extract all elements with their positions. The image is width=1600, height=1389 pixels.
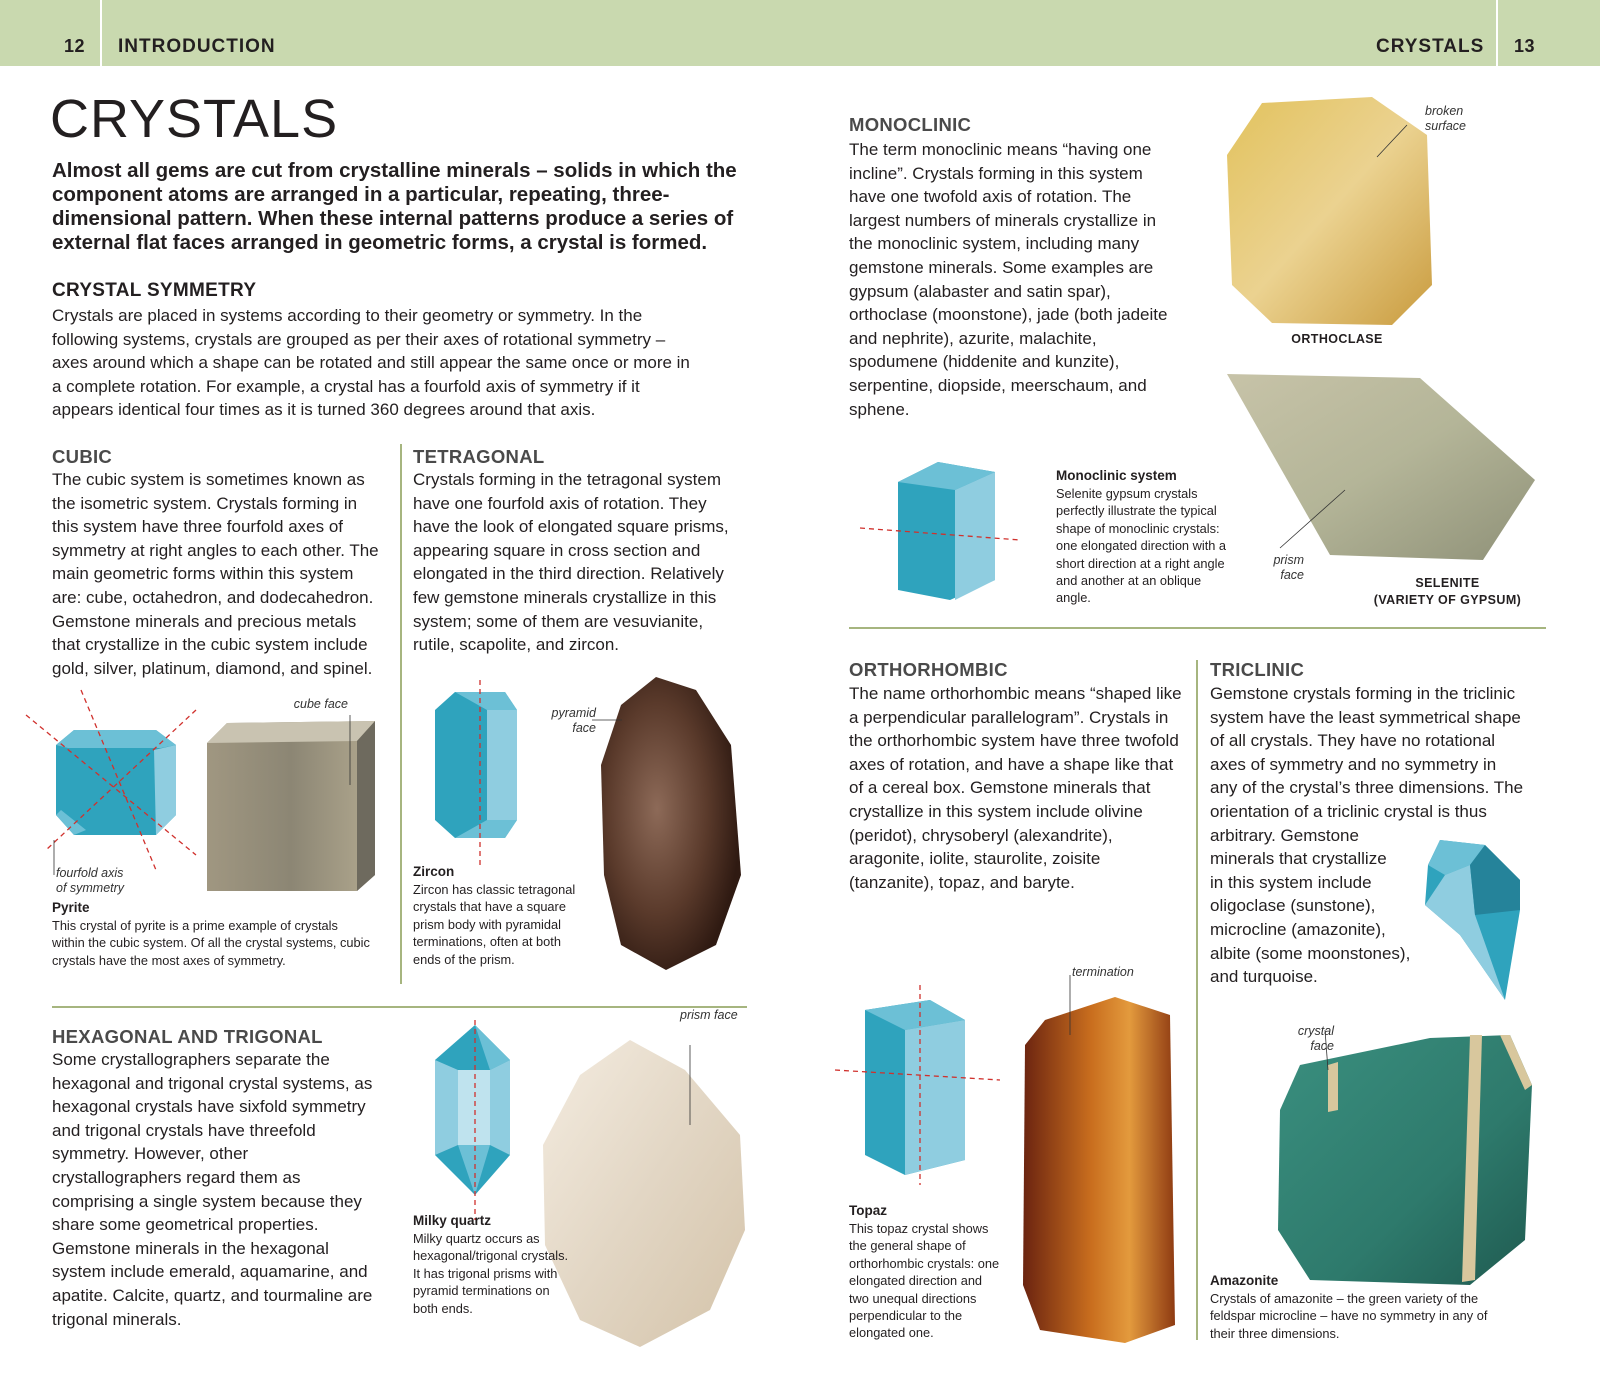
amazonite-caption: Crystals of amazonite – the green variety of the feldspar microcline – have no symmetry in any of their three dimensions. [1210, 1291, 1488, 1341]
triclinic-line: arbitrary. Gemstone [1210, 825, 1359, 845]
cubic-text: The cubic system is sometimes known as the isometric system. Crystals forming in this system have three fourfold axes of symmetry at right angles to each other. The main geometric forms within this system are: cube, octahedron, and dodecahedron. Gemstone minerals and precious metals that crystallize in the cubic system include gold, silver, platinum, diamond, and spinel. [52, 470, 379, 678]
selenite-label: SELENITE [1415, 576, 1480, 590]
page-number-left: 12 [64, 36, 86, 56]
pyrite-photo [205, 715, 380, 893]
triclinic-line: and turquoise. [1210, 967, 1318, 987]
selenite-photo [1225, 370, 1540, 565]
pyrite-caption-title: Pyrite [52, 900, 90, 915]
triclinic-heading: TRICLINIC [1210, 659, 1305, 680]
symmetry-text: Crystals are placed in systems according to their geometry or symmetry. In the following systems, crystals are grouped as per their axes of rotational symmetry – axes around which a shape can be rotated and still appear the same once or more in a complete rotation. For example, a crystal has a fourfold axis of symmetry if it appears identical four times as it is turned 360 degrees around that axis. [52, 306, 690, 420]
page-title: CRYSTALS [50, 89, 339, 149]
monoclinic-heading: MONOCLINIC [849, 114, 972, 135]
amazonite-caption-title: Amazonite [1210, 1273, 1279, 1288]
tetragonal-text: Crystals forming in the tetragonal system have one fourfold axis of rotation. They have the look of elongated square prisms, appearing square in cross section and elongated in the third direction. Relatively few gemstone minerals crystallize in this system; some of them are vesuvianite, rutile, scapolite, and zircon. [413, 470, 729, 655]
triclinic-line: system have the least symmetrical shape [1210, 707, 1521, 727]
orthorhombic-heading: ORTHORHOMBIC [849, 659, 1008, 680]
cube-face-label: cube face [293, 697, 348, 711]
column-divider [400, 444, 402, 984]
section-divider-left [52, 1006, 747, 1008]
crystal-face-label: crystal face [1297, 1024, 1334, 1053]
orthoclase-photo [1222, 95, 1437, 330]
section-title-left: INTRODUCTION [118, 36, 276, 57]
prism-face-label: prism face [680, 1008, 738, 1022]
topaz-caption-title: Topaz [849, 1203, 887, 1218]
monoclinic-text: The term monoclinic means “having one incline”. Crystals forming in this system have one twofold axis of rotation. The largest numbers of minerals crystallize in the monoclinic system, including many gemstone minerals. Some examples are gypsum (alabaster and satin spar), orthoclase (moonstone), jade (both jadeite and nephrite), azurite, malachite, spodumene (hiddenite and kunzite), serpentine, diopside, meerschaum, and sphene. [849, 140, 1168, 419]
triclinic-line: microcline (amazonite), [1210, 919, 1386, 939]
selenite-prism-face-label: prism face [1273, 553, 1304, 582]
header-divider-left [100, 0, 102, 66]
topaz-caption: This topaz crystal shows the general shape of orthorhombic crystals: one elongated direction and two unequal directions perpendicular to the elongated one. [849, 1221, 1000, 1341]
cubic-heading: CUBIC [52, 446, 113, 467]
intro-paragraph: Almost all gems are cut from crystalline minerals – solids in which the component atoms are arranged in a particular, repeating, three-dimensional pattern. When these internal patterns produce a series of external flat faces arranged in geometric forms, a crystal is formed. [52, 159, 737, 254]
section-divider-right [849, 627, 1546, 629]
page-header [0, 0, 1600, 66]
broken-surface-label: broken surface [1425, 104, 1466, 133]
triclinic-line: Gemstone crystals forming in the triclinic [1210, 684, 1516, 703]
triclinic-line: of all crystals. They have no rotational [1210, 731, 1496, 751]
cubic-crystal-model [26, 690, 206, 880]
zircon-caption: Zircon has classic tetragonal crystals that have a square prism body with pyramidal terminations, often at both ends of the prism. [413, 882, 576, 967]
quartz-caption-title: Milky quartz [413, 1213, 492, 1228]
triclinic-line: orientation of a triclinic crystal is thus [1210, 801, 1487, 821]
section-title-right: CRYSTALS [1376, 36, 1485, 57]
hexagonal-crystal-model [430, 1020, 525, 1220]
triclinic-crystal-model [1420, 835, 1525, 1010]
selenite-variety-label: (VARIETY OF GYPSUM) [1373, 593, 1522, 607]
quartz-caption: Milky quartz occurs as hexagonal/trigonal crystals. It has trigonal prisms with pyramid terminations on both ends. [413, 1231, 569, 1316]
hexagonal-heading: HEXAGONAL AND TRIGONAL [52, 1026, 323, 1047]
hexagonal-text: Some crystallographers separate the hexagonal and trigonal crystal systems, as hexagonal crystals have sixfold symmetry and trigonal crystals have threefold symmetry. However, other crystallographers regard them as comprising a single system because they share some geometrical properties. Gemstone minerals in the hexagonal system include emerald, aquamarine, and apatite. Calcite, quartz, and tourmaline are trigonal minerals. [52, 1050, 373, 1329]
tetragonal-heading: TETRAGONAL [413, 446, 545, 467]
zircon-photo [596, 675, 746, 975]
triclinic-line: oligoclase (sunstone), [1210, 896, 1376, 916]
zircon-caption-title: Zircon [413, 864, 455, 879]
monoclinic-caption: Selenite gypsum crystals perfectly illustrate the typical shape of monoclinic crystals: one elongated direction with a short direction at a right angle and another at an oblique angle. [1056, 486, 1227, 606]
symmetry-heading: CRYSTAL SYMMETRY [52, 280, 257, 301]
page-number-right: 13 [1514, 36, 1536, 56]
topaz-photo [1015, 995, 1180, 1345]
triclinic-line: in this system include [1210, 872, 1372, 892]
termination-label: termination [1072, 965, 1134, 979]
pyrite-caption: This crystal of pyrite is a prime example of crystals within the cubic system. Of all the crystal systems, cubic crystals have the most axes of symmetry. [52, 918, 370, 968]
triclinic-line: any of the crystal’s three dimensions. The [1210, 778, 1524, 798]
pyramid-face-label: pyramid face [551, 706, 596, 735]
orthorhombic-crystal-model [835, 985, 1005, 1185]
triclinic-line: minerals that crystallize [1210, 849, 1387, 869]
orthorhombic-text: The name orthorhombic means “shaped like a perpendicular parallelogram”. Crystals in the orthorhombic system have three twofold axes of rotation, and have a shape like that of a cereal box. Gemstone minerals that crystallize in this system include olivine (peridot), chrysoberyl (alexandrite), aragonite, iolite, staurolite, zoisite (tanzanite), topaz, and baryte. [849, 684, 1182, 892]
column-divider-right [1196, 660, 1198, 1340]
axis-label: fourfold axis of symmetry [56, 866, 125, 895]
monoclinic-caption-title: Monoclinic system [1056, 468, 1177, 483]
header-divider-right [1496, 0, 1498, 66]
tetragonal-crystal-model [425, 680, 535, 870]
amazonite-photo [1270, 1030, 1535, 1290]
triclinic-line: axes of symmetry and no symmetry in [1210, 754, 1497, 774]
monoclinic-crystal-model [860, 460, 1020, 610]
orthoclase-label: ORTHOCLASE [1291, 332, 1383, 346]
triclinic-line: albite (some moonstones), [1210, 943, 1411, 963]
